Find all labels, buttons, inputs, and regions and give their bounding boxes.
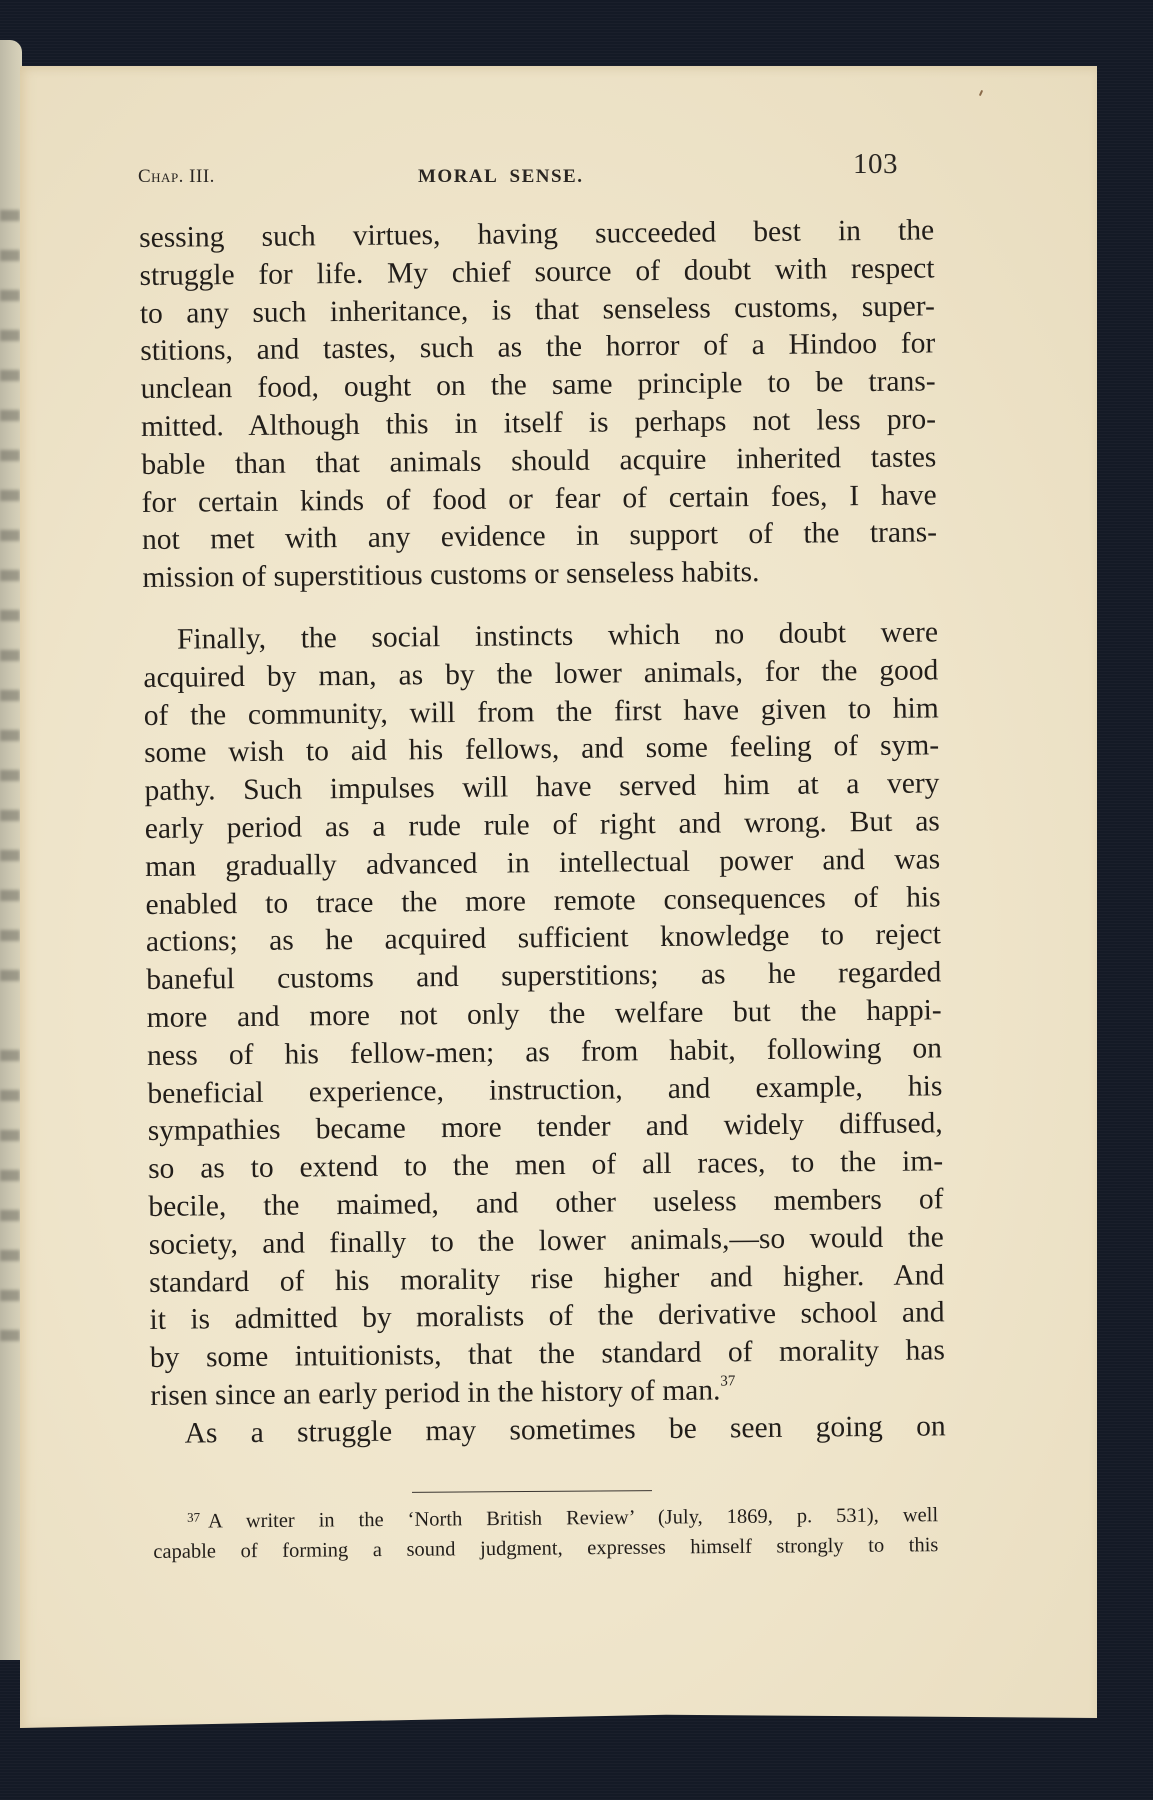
ghost-text — [0, 1090, 20, 1101]
ghost-text — [0, 1290, 20, 1301]
text-line: Finally, the social instincts which no doubt were — [176, 616, 939, 656]
ghost-text — [0, 210, 20, 221]
text-line: standard of his morality rise higher and higher. And — [149, 1258, 945, 1299]
text-line: ness of his fellow-men; as from habit, following on — [146, 1032, 943, 1072]
footnote-line: capable of forming a sound judgment, expresses himself strongly to this — [153, 1534, 939, 1563]
text-line: more and more not only the welfare but the happi- — [146, 994, 942, 1034]
text-line: mitted. Although this in itself is perhaps not less pro- — [140, 403, 937, 443]
text-line: by some intuitionists, that the standard of morality has — [149, 1334, 946, 1375]
text-line: pathy. Such impulses will have served him at a very — [144, 767, 940, 808]
text-line: beneficial experience, instruction, and example, his — [147, 1069, 943, 1110]
footnote — [153, 1501, 938, 1566]
text-line: for certain kinds of food or fear of certain foes, I have — [141, 478, 937, 519]
ghost-text — [0, 450, 20, 461]
footnote-number: 37 — [187, 1509, 201, 1525]
footnote-reference[interactable]: 37 — [720, 1373, 736, 1390]
text-line: unclean food, ought on the same principle to be trans- — [140, 365, 936, 406]
text-line: baneful customs and superstitions; as he regarded — [146, 956, 942, 997]
text-line: of the community, will from the first have given to him — [143, 691, 939, 732]
text-line: stitions, and tastes, such as the horror of a Hindoo for — [140, 327, 936, 368]
previous-page-edge — [0, 40, 22, 1660]
running-title: MORAL SENSE. — [418, 166, 584, 187]
ghost-text — [0, 370, 20, 381]
ghost-text — [0, 490, 20, 501]
text-line: actions; as he acquired sufficient knowledge to reject — [145, 918, 942, 959]
ghost-text — [0, 1130, 20, 1141]
ghost-text — [0, 850, 20, 861]
text-line: to any such inheritance, is that senseless customs, super- — [139, 289, 936, 330]
text-line: it is admitted by moralists of the derivative school and — [149, 1296, 945, 1337]
text-line: mission of superstitious customs or senseless habits. — [142, 556, 760, 595]
text-line: enabled to trace the more remote consequences of his — [145, 880, 941, 921]
ghost-text — [0, 650, 20, 661]
paragraph-2 — [143, 614, 946, 1415]
ghost-text — [0, 970, 20, 981]
ghost-text — [0, 770, 20, 781]
chapter-label: Chap. III. — [138, 166, 215, 187]
ghost-text — [0, 890, 20, 901]
footnote-text: A writer in the ‘North British Review’ (July, 1869, p. 531), well — [208, 1504, 939, 1533]
text-line: acquired by man, as by the lower animals, for the good — [143, 654, 939, 694]
text-line: society, and finally to the lower animals,—so would the — [148, 1221, 944, 1261]
ghost-text — [0, 1170, 20, 1181]
text-line: bable than that animals should acquire inherited tastes — [141, 441, 937, 481]
text-line: some wish to aid his fellows, and some feeling of sym- — [143, 729, 940, 770]
ghost-text — [0, 1250, 20, 1261]
text-line: sessing such virtues, having succeeded best in the — [139, 214, 935, 254]
ghost-text — [0, 290, 20, 301]
ghost-text — [0, 1050, 20, 1061]
ghost-text — [0, 1210, 20, 1221]
ghost-text — [0, 810, 20, 821]
text-line: struggle for life. My chief source of doubt with respect — [139, 252, 935, 292]
text-line: sympathies became more tender and widely diffused, — [147, 1107, 943, 1148]
ghost-text — [0, 570, 20, 581]
paragraph-3 — [150, 1408, 945, 1453]
paper-speck — [979, 90, 983, 96]
text-line: becile, the maimed, and other useless members of — [148, 1183, 944, 1223]
ghost-text — [0, 250, 20, 261]
ghost-text — [0, 930, 20, 941]
body-text — [139, 212, 946, 1453]
ghost-text — [0, 1330, 20, 1341]
text-line: not met with any evidence in support of the trans- — [141, 516, 938, 557]
ghost-text — [0, 410, 20, 421]
text-line: risen since an early period in the history of man. — [150, 1374, 721, 1412]
text-line: early period as a rude rule of right and wrong. But as — [144, 805, 940, 845]
running-head — [138, 148, 938, 188]
ghost-text — [0, 730, 20, 741]
ghost-text — [0, 330, 20, 341]
ghost-text — [0, 530, 20, 541]
ghost-text — [0, 690, 20, 701]
paragraph-1 — [139, 212, 938, 598]
text-line: man gradually advanced in intellectual power and was — [145, 843, 941, 883]
ghost-text — [0, 610, 20, 621]
text-line: As a struggle may sometimes be seen going on — [184, 1410, 946, 1450]
page-number: 103 — [853, 148, 898, 180]
text-line: so as to extend to the men of all races, to the im- — [147, 1145, 944, 1186]
